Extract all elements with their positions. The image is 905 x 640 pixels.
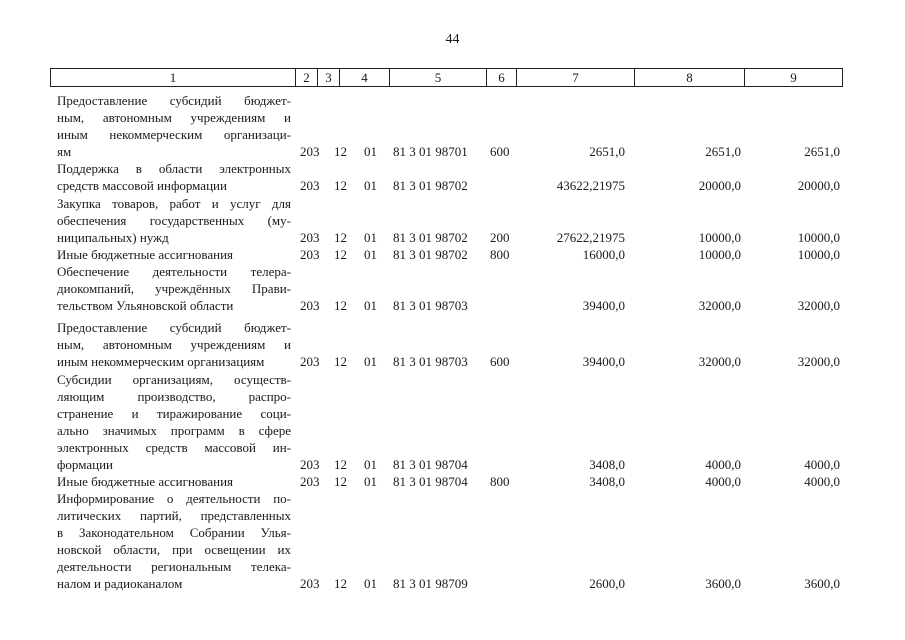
cell-c4: 01 [364, 457, 377, 472]
description-line: налом и радиоканалом [57, 576, 183, 591]
row-description [57, 263, 291, 314]
cell-c2: 203 [300, 230, 320, 245]
cell-c8: 32000,0 [698, 298, 741, 313]
row-description [57, 473, 291, 490]
description-line: Иные бюджетные ассигнования [57, 474, 234, 489]
cell-c8: 4000,0 [705, 457, 741, 472]
cell-c6: 200 [490, 230, 510, 245]
description-line: Субсидии организациям, осуществ- [57, 372, 291, 387]
description-line: деятельности региональным телека- [57, 559, 291, 574]
cell-c3: 12 [334, 457, 347, 472]
description-line: в Законодательном Собрании Улья- [57, 525, 291, 540]
cell-c5: 81 3 01 98703 [393, 298, 468, 313]
header-col-6: 6 [487, 69, 517, 86]
cell-c7: 2651,0 [589, 144, 625, 159]
cell-c8: 3600,0 [705, 576, 741, 591]
cell-c6: 800 [490, 247, 510, 262]
cell-c2: 203 [300, 298, 320, 313]
description-line: иным некоммерческим организаци- [57, 127, 291, 142]
cell-c2: 203 [300, 178, 320, 193]
cell-c9: 32000,0 [797, 354, 840, 369]
row-description [57, 195, 291, 246]
header-col-2: 2 [296, 69, 318, 86]
row-description [57, 92, 291, 160]
cell-c9: 10000,0 [797, 230, 840, 245]
cell-c4: 01 [364, 178, 377, 193]
description-line: Предоставление субсидий бюджет- [57, 320, 291, 335]
description-line: странение и тиражирование соци- [57, 406, 291, 421]
row-description [57, 246, 291, 263]
description-line: Обеспечение деятельности телера- [57, 264, 291, 279]
cell-c3: 12 [334, 144, 347, 159]
description-line: Иные бюджетные ассигнования [57, 247, 234, 262]
cell-c5: 81 3 01 98704 [393, 457, 468, 472]
description-line: ным, автономным учреждениям и [57, 337, 291, 352]
cell-c3: 12 [334, 474, 347, 489]
cell-c9: 32000,0 [797, 298, 840, 313]
cell-c5: 81 3 01 98704 [393, 474, 468, 489]
cell-c8: 10000,0 [698, 230, 741, 245]
cell-c4: 01 [364, 298, 377, 313]
description-line: ным, автономным учреждениям и [57, 110, 291, 125]
cell-c9: 20000,0 [797, 178, 840, 193]
cell-c9: 10000,0 [797, 247, 840, 262]
description-line: новской области, при освещении их [57, 542, 291, 557]
cell-c9: 3600,0 [804, 576, 840, 591]
description-line: иным некоммерческим организациям [57, 354, 265, 369]
cell-c5: 81 3 01 98702 [393, 230, 468, 245]
cell-c6: 800 [490, 474, 510, 489]
header-col-5: 5 [390, 69, 487, 86]
cell-c7: 3408,0 [589, 457, 625, 472]
cell-c4: 01 [364, 354, 377, 369]
cell-c3: 12 [334, 354, 347, 369]
cell-c9: 4000,0 [804, 474, 840, 489]
header-col-3: 3 [318, 69, 340, 86]
cell-c4: 01 [364, 576, 377, 591]
cell-c3: 12 [334, 247, 347, 262]
cell-c3: 12 [334, 576, 347, 591]
description-line: обеспечения государственных (му- [57, 213, 291, 228]
cell-c7: 43622,21975 [556, 178, 625, 193]
cell-c7: 27622,21975 [556, 230, 625, 245]
row-description [57, 371, 291, 473]
cell-c5: 81 3 01 98709 [393, 576, 468, 591]
header-col-9: 9 [790, 70, 797, 85]
cell-c4: 01 [364, 230, 377, 245]
cell-c2: 203 [300, 354, 320, 369]
cell-c2: 203 [300, 457, 320, 472]
cell-c7: 39400,0 [582, 298, 625, 313]
cell-c8: 10000,0 [698, 247, 741, 262]
cell-c9: 4000,0 [804, 457, 840, 472]
cell-c3: 12 [334, 298, 347, 313]
description-line: Закупка товаров, работ и услуг для [57, 196, 291, 211]
header-col-8: 8 [635, 69, 745, 86]
description-line: диокомпаний, учреждённых Прави- [57, 281, 291, 296]
cell-c5: 81 3 01 98703 [393, 354, 468, 369]
cell-c6: 600 [490, 144, 510, 159]
table-header [50, 68, 843, 87]
description-line: ниципальных) нужд [57, 230, 169, 245]
header-col-7: 7 [517, 69, 635, 86]
description-line: литических партий, представленных [57, 508, 291, 523]
row-description [57, 319, 291, 370]
cell-c5: 81 3 01 98701 [393, 144, 468, 159]
description-line: электронных средств массовой ин- [57, 440, 291, 455]
description-line: ляющим производство, распро- [57, 389, 291, 404]
cell-c7: 2600,0 [589, 576, 625, 591]
description-line: ям [57, 144, 72, 159]
description-line: тельством Ульяновской области [57, 298, 234, 313]
row-description [57, 160, 291, 194]
description-line: Поддержка в области электронных [57, 161, 291, 176]
cell-c8: 4000,0 [705, 474, 741, 489]
cell-c7: 39400,0 [582, 354, 625, 369]
header-col-4: 4 [340, 69, 390, 86]
cell-c6: 600 [490, 354, 510, 369]
page-number: 44 [445, 32, 460, 47]
cell-c5: 81 3 01 98702 [393, 178, 468, 193]
cell-c8: 32000,0 [698, 354, 741, 369]
description-line: Предоставление субсидий бюджет- [57, 93, 291, 108]
cell-c4: 01 [364, 144, 377, 159]
cell-c2: 203 [300, 474, 320, 489]
cell-c4: 01 [364, 474, 377, 489]
header-col-1: 1 [51, 69, 296, 86]
cell-c8: 2651,0 [705, 144, 741, 159]
cell-c4: 01 [364, 247, 377, 262]
cell-c9: 2651,0 [804, 144, 840, 159]
cell-c2: 203 [300, 576, 320, 591]
description-line: средств массовой информации [57, 178, 227, 193]
row-description [57, 490, 291, 592]
cell-c2: 203 [300, 247, 320, 262]
description-line: формации [57, 457, 114, 472]
cell-c3: 12 [334, 230, 347, 245]
cell-c8: 20000,0 [698, 178, 741, 193]
cell-c5: 81 3 01 98702 [393, 247, 468, 262]
description-line: Информирование о деятельности по- [57, 491, 291, 506]
description-line: ально значимых программ в сфере [57, 423, 291, 438]
cell-c7: 16000,0 [582, 247, 625, 262]
cell-c3: 12 [334, 178, 347, 193]
cell-c2: 203 [300, 144, 320, 159]
cell-c7: 3408,0 [589, 474, 625, 489]
